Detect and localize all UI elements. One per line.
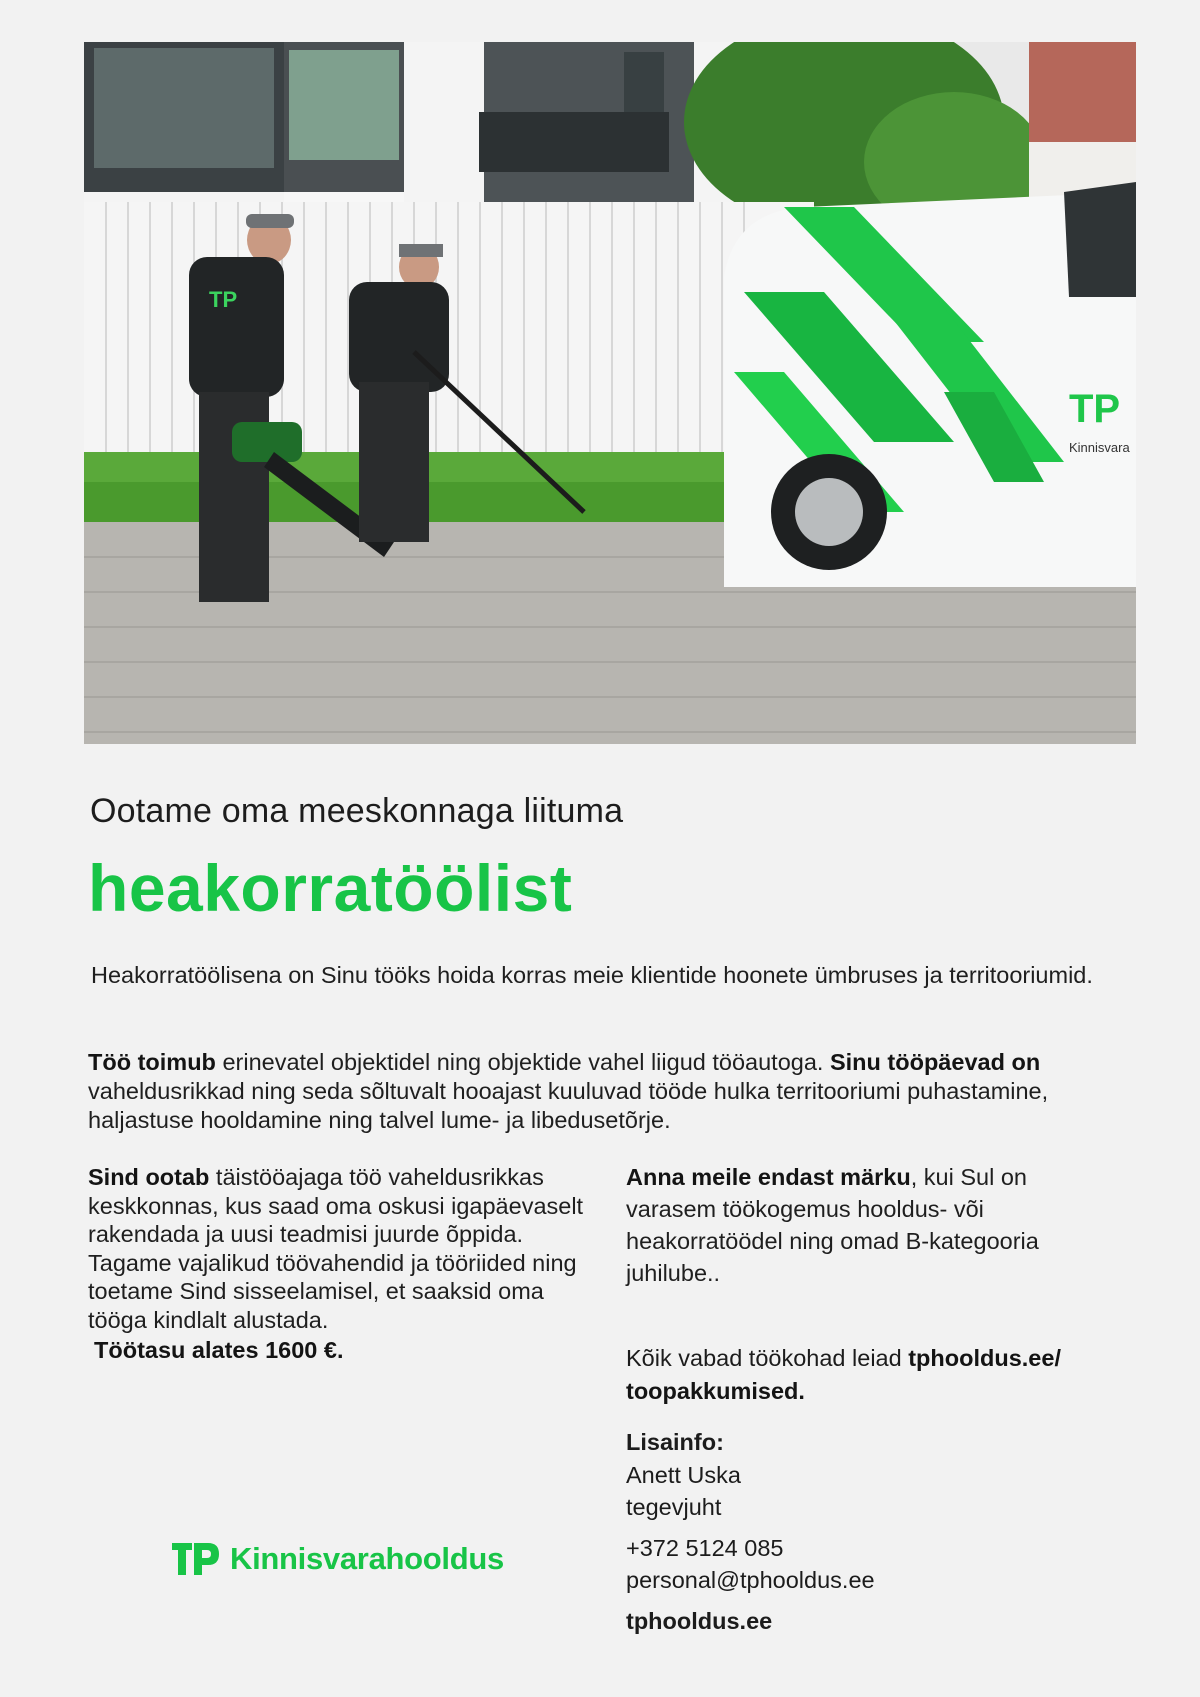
jobs-link[interactable]: tphooldus.ee/ toopakkumised.: [626, 1345, 1061, 1404]
svg-text:TP: TP: [209, 287, 238, 312]
intro-text: Heakorratöölisena on Sinu tööks hoida korras meie klientide hoonete ümbruses ja territooriumid.: [91, 962, 1093, 988]
work-lead-2: Sinu tööpäevad on: [829, 1049, 1041, 1075]
jobs-text: Kõik vabad töökohad leiad: [626, 1345, 909, 1371]
offer-paragraph: [88, 1163, 588, 1365]
website-link[interactable]: tphooldus.ee: [626, 1608, 773, 1634]
work-text-2: vaheldusrikkad ning seda sõltuvalt hooajast kuuluvad tööde hulka territooriumi puhastamine, haljastuse hooldamine ning talvel lume- ja libedusetõrje.: [88, 1078, 1049, 1133]
tp-logo-icon: [172, 1541, 220, 1577]
work-paragraph: [88, 1048, 1128, 1135]
apply-paragraph: [626, 1161, 1106, 1289]
contact-phone[interactable]: +372 5124 085: [626, 1535, 784, 1561]
company-logo: [172, 1539, 504, 1579]
apply-lead: Anna meile endast märku: [626, 1164, 911, 1190]
headline-title: heakorratöölist: [88, 851, 573, 925]
svg-text:TP: TP: [1069, 387, 1121, 431]
photo-workers-and-van-icon: [84, 42, 1136, 744]
contact-block: [626, 1426, 741, 1524]
salary-text: Töötasu alates 1600 €.: [94, 1337, 344, 1363]
work-lead-1: Töö toimub: [88, 1049, 216, 1075]
intro-paragraph: [88, 961, 1128, 990]
contact-name: Anett Uska: [626, 1461, 741, 1488]
contact-email[interactable]: personal@tphooldus.ee: [626, 1567, 875, 1593]
hero-photo: [84, 42, 1136, 744]
apply-text: , kui Sul on varasem töökogemus hooldus- või heakorratöödel ning omad B-kategooria juhilube..: [626, 1164, 1039, 1286]
jobs-paragraph: [626, 1342, 1126, 1408]
headline-subtitle: Ootame oma meeskonnaga liituma: [90, 792, 624, 830]
offer-lead: Sind ootab: [88, 1164, 210, 1190]
work-text-1: erinevatel objektidel ning objektide vahel liigud tööautoga.: [215, 1049, 830, 1075]
contact-label: Lisainfo:: [626, 1429, 724, 1455]
logo-text: Kinnisvarahooldus: [230, 1541, 504, 1576]
contact-details: [626, 1532, 875, 1596]
offer-text: täistööajaga töö vaheldusrikkas keskkonnas, kus saad oma oskusi igapäevaselt rakendada ja uusi teadmisi juurde õppida. Tagame vajalikud töövahendid ja tööriided ning toetame Sind sisseelamisel, et saaksid oma tööga kindlalt alustada.: [88, 1164, 584, 1333]
van-logo-text: Kinnisvara: [1069, 440, 1130, 455]
contact-role: tegevjuht: [626, 1494, 722, 1520]
